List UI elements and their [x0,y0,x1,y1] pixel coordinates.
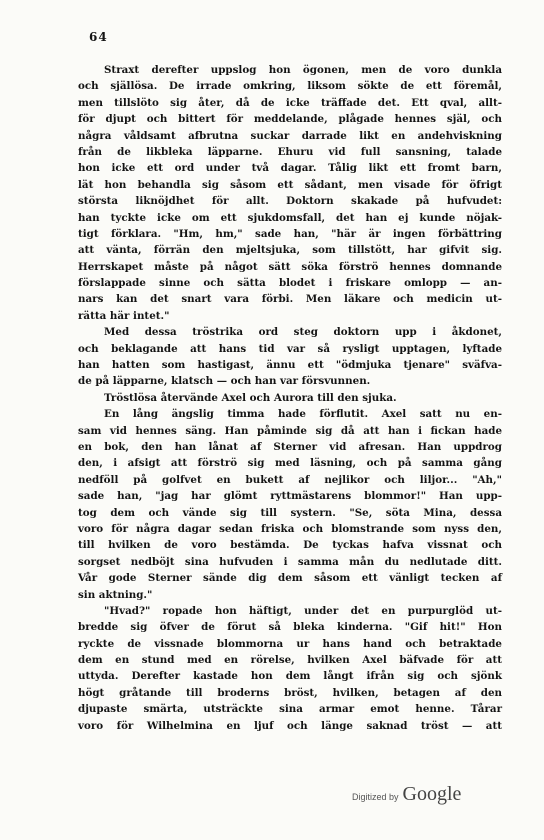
text-line: tigt förklara. "Hm, hm," sade han, "här är ingen förbättring [78,227,502,240]
text-line: uttyda. Derefter kastade hon dem långt ifrån sig och sjönk [78,670,502,683]
text-line: några våldsamt afbrutna suckar darrade likt en andehviskning [78,129,502,142]
text-line: nedföll på golfvet en bukett af nejlikor och liljor... "Ah," [78,473,502,486]
text-line: sorgset nedböjt sina hufvuden i samma mån du nedlutade ditt. [78,555,502,568]
text-line: hon icke ett ord under två dagar. Tålig likt ett fromt barn, [78,162,502,175]
text-line: En lång ängslig timma hade förflutit. Axel satt nu en- [104,408,502,421]
text-line: nars kan det snart vara förbi. Men läkare och medicin ut- [78,293,502,306]
text-line: bredde sig öfver de förut så bleka kinderna. "Gif hit!" Hon [78,621,502,634]
text-line: största liknöjdhet för allt. Doktorn skakade på hufvudet: [78,195,502,208]
text-line: och beklagande att hans tid var så rysligt upptagen, lyftade [78,342,502,355]
text-line: den, i afsigt att förströ sig med läsning, och på samma gång [78,457,502,470]
body-text [78,62,502,734]
text-line: rätta här intet." [78,309,170,322]
digitized-by-google-watermark [352,783,461,806]
text-line: voro för Wilhelmina en ljuf och länge saknad tröst — att [78,719,502,732]
text-line: han tyckte icke om ett sjukdomsfall, det han ej kunde nöjak- [78,211,502,224]
text-line: Med dessa tröstrika ord steg doktorn upp i åkdonet, [104,326,502,339]
text-line: förslappade sinne och sätta blodet i friskare omlopp — an- [78,277,502,290]
text-line: han hatten som hastigast, ännu ett "ödmjuka tjenare" sväfva- [78,359,502,372]
text-line: högt gråtande till broderns bröst, hvilken, betagen af den [78,686,502,699]
text-line: de på läpparne, klatsch — och han var försvunnen. [78,375,371,388]
text-line: men tillslöto sig åter, då de icke träffade det. Ett qval, allt- [78,96,502,109]
text-line: dem en stund med en rörelse, hvilken Axel bäfvade för att [78,654,502,667]
page-number: 64 [89,30,108,44]
text-line: sade han, "jag har glömt ryttmästarens blommor!" Han upp- [78,490,502,503]
text-line: till hvilken de voro bestämda. De tyckas hafva vissnat och [78,539,502,552]
text-line: en bok, den han lånat af Sterner vid afresan. Han uppdrog [78,440,502,453]
text-line: sam vid hennes säng. Han påminde sig då att han i fickan hade [78,424,502,437]
text-line: "Hvad?" ropade hon häftigt, under det en purpurglöd ut- [104,604,502,617]
text-line: för djupt och bittert för meddelande, plågade hennes själ, och [78,113,502,126]
text-line: Tröstlösa återvände Axel och Aurora till den sjuka. [104,391,397,404]
text-line: Herrskapet måste på något sätt söka förströ hennes domnande [78,260,502,273]
text-line: att vänta, förrän den mjeltsjuka, som tillstött, har gifvit sig. [78,244,502,257]
text-line: djupaste smärta, utsträckte sina armar emot henne. Tårar [78,703,502,716]
text-line: Vår gode Sterner sände dig dem såsom ett vänligt tecken af [78,572,502,585]
watermark-prefix: Digitized by [352,792,399,802]
text-line: ryckte de vissnade blommorna ur hans hand och betraktade [78,637,502,650]
text-line: tog dem och vände sig till systern. "Se, söta Mina, dessa [78,506,502,519]
text-line: lät hon behandla sig såsom ett sådant, men visade för öfrigt [78,178,502,191]
text-line: och själlösa. De irrade omkring, liksom sökte de ett föremål, [78,80,502,93]
text-line: Straxt derefter uppslog hon ögonen, men de voro dunkla [104,64,502,76]
text-line: sin aktning." [78,588,153,601]
text-line: voro för några dagar sedan friska och blomstrande som nyss den, [78,522,502,535]
text-line: från de likbleka läpparne. Ehuru vid full sansning, talade [78,145,502,158]
google-logo: Google [402,783,462,805]
